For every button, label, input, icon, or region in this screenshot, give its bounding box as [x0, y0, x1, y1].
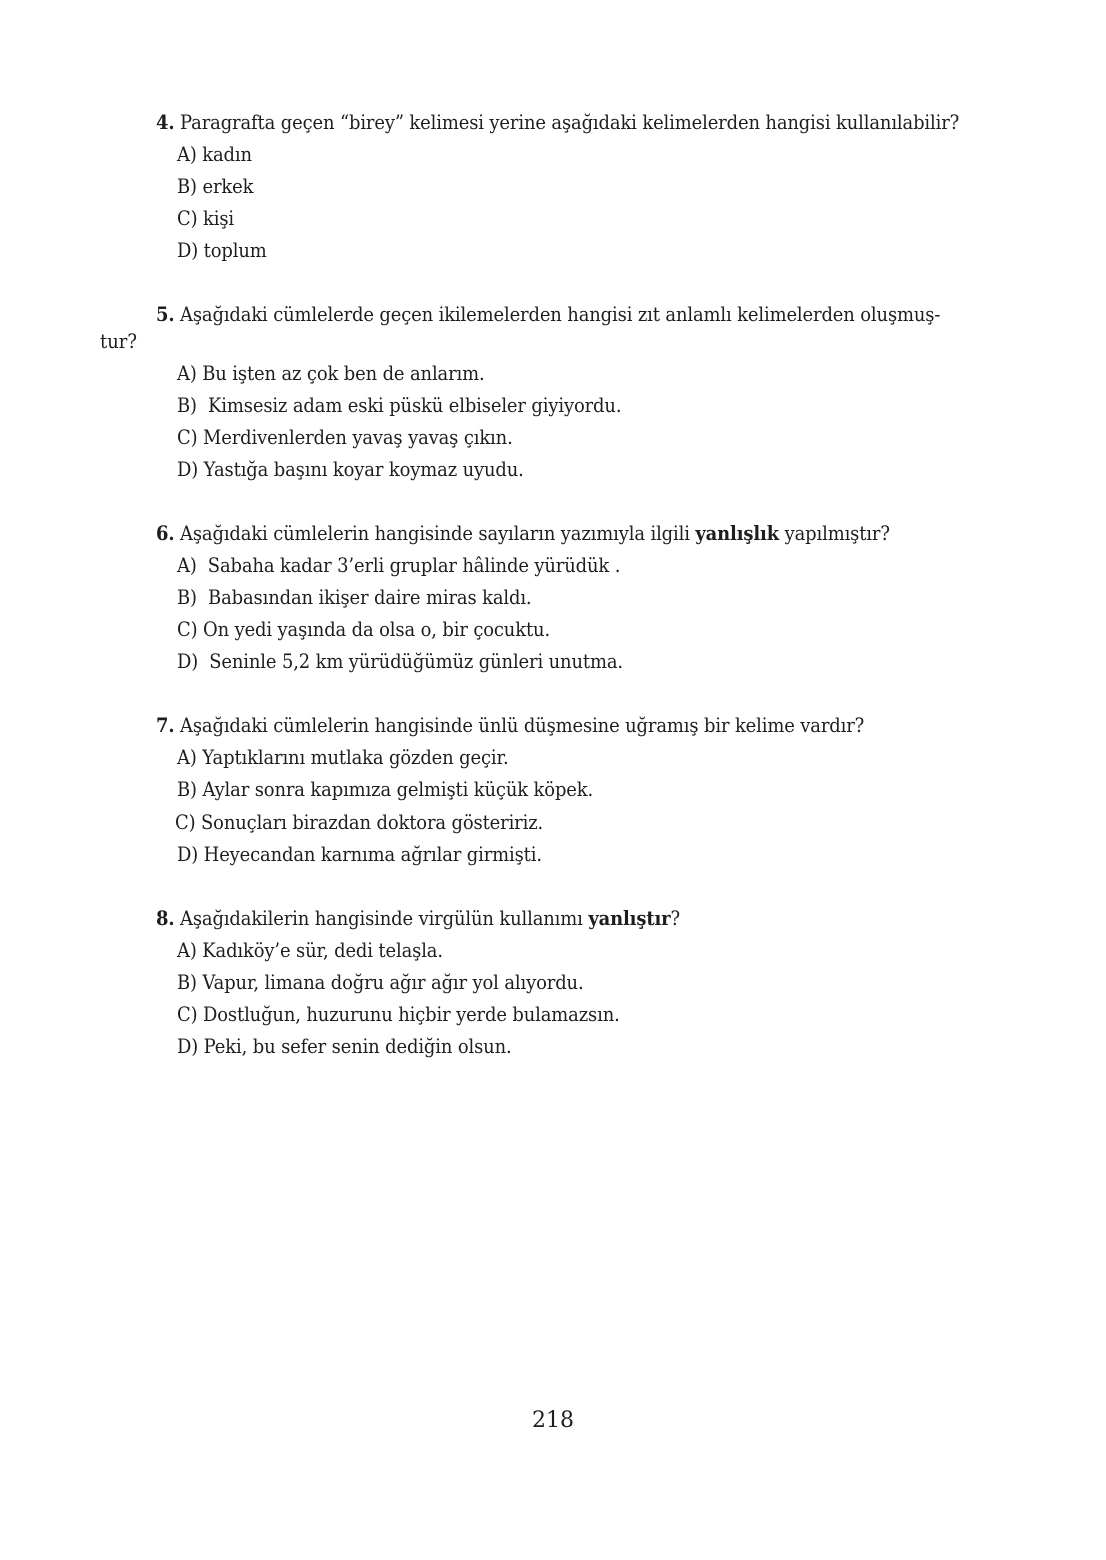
question-6-option-d — [177, 648, 623, 676]
question-5-option-c — [177, 424, 513, 452]
question-5-option-a — [177, 360, 485, 388]
option-letter: A) — [177, 939, 197, 962]
page-number: 218 — [532, 1408, 574, 1433]
option-letter: A) — [177, 362, 197, 385]
option-letter: D) — [177, 239, 199, 262]
emphasized-word: yanlıştır — [588, 907, 671, 930]
option-letter: D) — [177, 458, 199, 481]
question-6-option-b — [177, 584, 531, 612]
question-6-stem — [156, 520, 938, 548]
question-4-option-d — [177, 237, 267, 265]
question-5-stem — [156, 301, 1002, 329]
option-text: erkek — [196, 175, 254, 198]
option-text: Vapur, limana doğru ağır ağır yol alıyordu. — [196, 971, 584, 994]
question-number: 4. — [156, 111, 175, 134]
option-text: Sonuçları birazdan doktora gösteririz. — [195, 811, 544, 834]
option-text: Seninle 5,2 km yürüdüğümüz günleri unutma. — [198, 650, 623, 673]
option-letter: C) — [177, 618, 198, 641]
question-7-option-d — [177, 841, 542, 869]
question-number: 5. — [156, 303, 175, 326]
question-8-option-a — [177, 937, 443, 965]
question-7-option-a — [177, 744, 509, 772]
question-number: 7. — [156, 714, 175, 737]
option-letter: B) — [177, 586, 197, 609]
option-letter: C) — [175, 811, 196, 834]
question-text: Aşağıdaki cümlelerde geçen ikilemelerden hangisi zıt anlamlı kelimelerden oluşmuş- — [180, 303, 941, 326]
option-letter: B) — [177, 175, 197, 198]
question-text — [180, 522, 890, 545]
question-text: Paragrafta geçen “birey” kelimesi yerine aşağıdaki kelimelerden hangisi kullanılabilir? — [180, 111, 960, 134]
question-4-stem — [156, 109, 960, 137]
option-text: Merdivenlerden yavaş yavaş çıkın. — [197, 426, 513, 449]
question-text — [180, 907, 680, 930]
option-letter: C) — [177, 1003, 198, 1026]
question-8-stem — [156, 905, 938, 933]
option-text: Peki, bu sefer senin dediğin olsun. — [198, 1035, 512, 1058]
option-text: toplum — [198, 239, 267, 262]
option-letter: A) — [177, 746, 197, 769]
question-4-option-a — [177, 141, 252, 169]
option-text: Sabaha kadar 3’erli gruplar hâlinde yürüdük . — [196, 554, 621, 577]
question-6-option-c — [177, 616, 550, 644]
question-8-option-b — [177, 969, 584, 997]
option-text: Aylar sonra kapımıza gelmişti küçük köpek. — [196, 778, 594, 801]
option-text: Yaptıklarını mutlaka gözden geçir. — [196, 746, 509, 769]
option-letter: A) — [177, 554, 197, 577]
question-5-option-d — [177, 456, 524, 484]
option-letter: A) — [177, 143, 197, 166]
option-letter: C) — [177, 426, 198, 449]
question-text-part: Aşağıdaki cümlelerin hangisinde sayıların yazımıyla ilgili — [180, 522, 696, 545]
question-7-option-c — [175, 809, 543, 837]
question-5-option-b — [177, 392, 621, 420]
option-letter: D) — [177, 650, 199, 673]
question-8-option-c — [177, 1001, 620, 1029]
question-7-option-b — [177, 776, 593, 804]
option-text: Kadıköy’e sür, dedi telaşla. — [196, 939, 443, 962]
question-text-part: ? — [670, 907, 680, 930]
option-text: Bu işten az çok ben de anlarım. — [196, 362, 485, 385]
option-letter: B) — [177, 778, 197, 801]
option-text: Babasından ikişer daire miras kaldı. — [196, 586, 532, 609]
emphasized-word: yanlışlık — [695, 522, 780, 545]
question-6-option-a — [177, 552, 620, 580]
option-letter: C) — [177, 207, 198, 230]
option-letter: D) — [177, 1035, 199, 1058]
option-text: Heyecandan karnıma ağrılar girmişti. — [198, 843, 542, 866]
option-text: Kimsesiz adam eski püskü elbiseler giyiyordu. — [196, 394, 622, 417]
question-text-part: yapılmıştır? — [779, 522, 890, 545]
question-text-part: Aşağıdakilerin hangisinde virgülün kullanımı — [180, 907, 589, 930]
question-4-option-c — [177, 205, 234, 233]
question-number: 6. — [156, 522, 175, 545]
option-text: Dostluğun, huzurunu hiçbir yerde bulamazsın. — [197, 1003, 620, 1026]
question-text: Aşağıdaki cümlelerin hangisinde ünlü düşmesine uğramış bir kelime vardır? — [180, 714, 865, 737]
question-number: 8. — [156, 907, 175, 930]
question-7-stem — [156, 712, 938, 740]
option-text: kadın — [196, 143, 252, 166]
question-4-option-b — [177, 173, 253, 201]
option-text: On yedi yaşında da olsa o, bir çocuktu. — [197, 618, 551, 641]
question-8-option-d — [177, 1033, 512, 1061]
option-text: Yastığa başını koyar koymaz uyudu. — [198, 458, 524, 481]
question-5-stem-continuation: tur? — [100, 330, 137, 353]
option-text: kişi — [197, 207, 235, 230]
option-letter: B) — [177, 394, 197, 417]
option-letter: D) — [177, 843, 199, 866]
option-letter: B) — [177, 971, 197, 994]
